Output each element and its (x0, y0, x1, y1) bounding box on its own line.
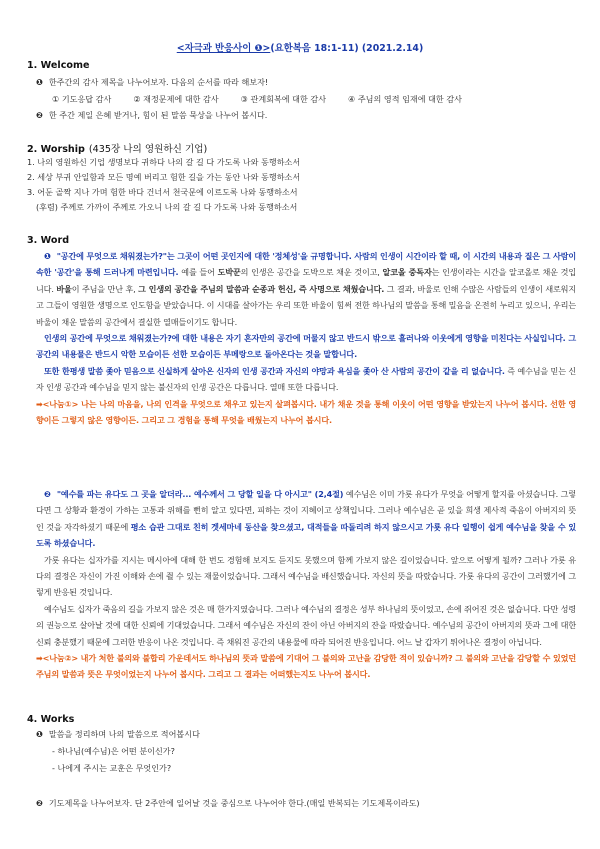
hymn-verse: 1. 나의 영원하신 기업 생명보다 귀하다 나의 갈 길 다 가도록 나와 동행하소서 (27, 157, 301, 167)
word-paragraph: ❶ "공간에 무엇으로 채워졌는가?"는 그곳이 어떤 곳인지에 대한 '정체성'을 규명합니다. 사람의 인생이 시간이라 할 때, 이 시간의 내용과 질은 그 사람이 속한 '공간'을 통해 드러나게 마련입니다. 예를 들어 도박꾼의 인생은 공간을 도박으로 채운 것이고, 알코올 중독자는 인생이라는 시간을 알코올로 채운 것입니다. 바울이 주님을 만난 후, 그 인생의 공간을 주님의 말씀과 순종과 헌신, 즉 사명으로 채웠습니다. 그 결과, 바울로 인해 수많은 사람들의 인생이 새로워지고 그들이 영원한 생명으로 인도함을 받았습니다. 이 시대를 살아가는 우리 또한 바울이 힘써 전한 하나님의 말씀을 통해 밀음을 온전히 누리고 있으니, 우리는 바울이 채운 말씀의 공간에서 결실한 열매들이기도 합니다. (36, 251, 577, 327)
bullet-mark: ❷ (44, 489, 51, 499)
works-sub-question: - 하나님(예수님)은 어떤 분이신가? (52, 746, 175, 756)
gratitude-item: ③ 관계회복에 대한 감사 (240, 94, 327, 104)
hymn-refrain: (후렴) 주께로 가까이 주께로 가오니 나의 갈 길 다 가도록 나와 동행하소서 (36, 202, 298, 212)
page-title (0, 40, 600, 54)
word-paragraph: 또한 한평생 말씀 좇아 믿음으로 신실하게 살아온 신자의 인생 공간과 자신의 야망과 욕심을 좇아 산 사람의 공간이 같을 리 없습니다. 즉 예수님을 믿는 신자 인생 공간과 예수님을 믿지 않는 불신자의 인생 공간은 다릅니다. 열매 또한 다릅니다. (36, 365, 576, 393)
worship-heading (27, 141, 207, 155)
word-paragraph: 인생의 공간에 무엇으로 채워졌는가?에 대한 내용은 자기 혼자만의 공간에 머물지 않고 반드시 밖으로 흘러나와 이웃에게 영향을 미친다는 사실입니다. 그 공간의 내용물은 반드시 악한 모습이든 선한 모습이든 부메랑으로 돌아온다는 것을 말합니다. (36, 333, 576, 360)
word-heading: 3. Word (27, 235, 70, 246)
welcome-gratitude-list (52, 93, 462, 106)
gratitude-item: ④ 주님의 영적 임재에 대한 감사 (348, 94, 462, 104)
bullet-mark: ❶ (36, 77, 43, 87)
works-bullet-2 (36, 797, 420, 810)
worship-heading-text: 2. Worship (27, 144, 85, 155)
works-bullet-1-text: 말씀을 정리하며 나의 말씀으로 적어봅시다 (48, 729, 200, 739)
welcome-heading: 1. Welcome (27, 60, 90, 71)
welcome-bullet-2-text: 한 주간 제일 은혜 받거나, 힘이 된 말씀 묵상을 나누어 봅시다. (48, 110, 268, 120)
sharing-question-2: ➡<나눔②> 내가 처한 불의와 불합리 가운데서도 하나님의 뜻과 말씀에 기대어 그 불의와 고난을 감당한 적이 있습니까? 그 불의와 고난을 감당할 수 있었던 주님의 말씀과 뜻은 무엇이었는지 나누어 봅시다. 그리고 그 결과는 어떠했는지도 나누어 봅시다. (36, 653, 576, 680)
sharing-question-1: ➡<나눔①> 나는 나의 마음을, 나의 인격을 무엇으로 채우고 있는지 살펴봅시다. 내가 채운 것을 통해 이웃이 어떤 영향을 받았는지 나누어 봅시다. 선한 영향이든 그렇지 않은 영향이든. 그리고 그 경험을 통해 무엇을 배웠는지 나누어 봅시다. (36, 398, 576, 426)
bullet-mark: ❷ (36, 798, 43, 808)
word-section-2 (36, 486, 576, 683)
word-paragraph: ❷ "예수를 파는 유다도 그 곳을 알더라... 예수께서 그 당할 일을 다 아시고" (2,4절) 예수님은 이미 가룟 유다가 무엇을 어떻게 할지를 아셨습니다. 그렇다면 그 상황과 환경이 가하는 고통과 위해를 뻔히 알고 있다면, 피하는 것이 지혜이고 상책입니다. 그러나 예수님은 곧 있을 희생 제사적 죽음이 아버지의 뜻인 것을 자각하셨기 때문에 평소 습관 그대로 친히 겟세마네 동산을 찾으셨고, 대적들을 따돌리려 하지 않으시고 가룟 유다 일행이 쉽게 예수님을 찾을 수 있도록 하셨습니다. (36, 489, 577, 549)
bullet-mark: ❶ (36, 729, 43, 739)
title-reference: (요한복음 18:1-11) (2021.2.14) (270, 43, 424, 54)
worship-hymn: (435장 나의 영원하신 기업) (88, 144, 208, 155)
title-main: <자극과 반응사이 ❶> (176, 43, 271, 54)
gratitude-item: ① 기도응답 감사 (52, 94, 112, 104)
bullet-mark: ❷ (36, 110, 43, 120)
works-bullet-1 (36, 728, 200, 741)
works-bullet-2-text: 기도제목을 나누어보자. 단 2주안에 일어날 것을 중심으로 나누어야 한다.(매일 반복되는 기도제목이라도) (48, 798, 420, 808)
works-sub-question: - 나에게 주시는 교훈은 무엇인가? (52, 763, 172, 773)
gratitude-item: ② 재정문제에 대한 감사 (133, 94, 219, 104)
word-paragraph: 예수님도 십자가 죽음의 길을 가보지 않은 것은 매 한가지였습니다. 그러나 예수님의 결정은 성부 하나님의 뜻이었고, 손에 쥐어진 것은 없습니다. 다만 성령의 권능으로 살아날 것에 대한 신뢰에 기대었습니다. 그래서 예수님은 자신의 잔이 아닌 아버지의 잔을 따랐습니다. 예수님의 공간이 아버지의 뜻과 그에 대한 신뢰 충분했기 때문에 그러한 반응이 나온 것입니다. 즉 채워진 공간의 내용물에 따라 되어진 반응입니다. 어느 날 갑자기 튀어나온 결정이 아닙니다. (36, 603, 576, 647)
works-heading: 4. Works (27, 714, 75, 725)
hymn-verse: 2. 세상 부귀 안일함과 모든 명예 버리고 험한 길을 가는 동안 나와 동행하소서 (27, 172, 301, 182)
bullet-mark: ❶ (44, 251, 51, 261)
welcome-bullet-1-text: 한주간의 감사 제목을 나누어보자. 다음의 순서를 따라 해보자! (48, 77, 269, 87)
hymn-verse: 3. 어둔 골짝 지나 가며 험한 바다 건너서 천국문에 이르도록 나와 동행하소서 (27, 187, 298, 197)
word-section-1 (36, 248, 576, 428)
welcome-bullet-2 (36, 109, 267, 122)
word-paragraph: 가룟 유다는 십자가를 지시는 메시아에 대해 한 번도 경험해 보지도 듣지도 못했으며 함께 가보지 않은 길이었습니다. 앞으로 어떻게 될까? 그러나 가룟 유다의 결정은 자신이 가진 이해와 손에 쥘 수 있는 재물이었습니다. 그래서 예수님을 배신했습니다. 자신의 뜻을 따랐습니다. 가룟 유다의 공간이 그러했기에 그렇게 반응된 것입니다. (36, 554, 576, 598)
welcome-bullet-1 (36, 76, 268, 89)
